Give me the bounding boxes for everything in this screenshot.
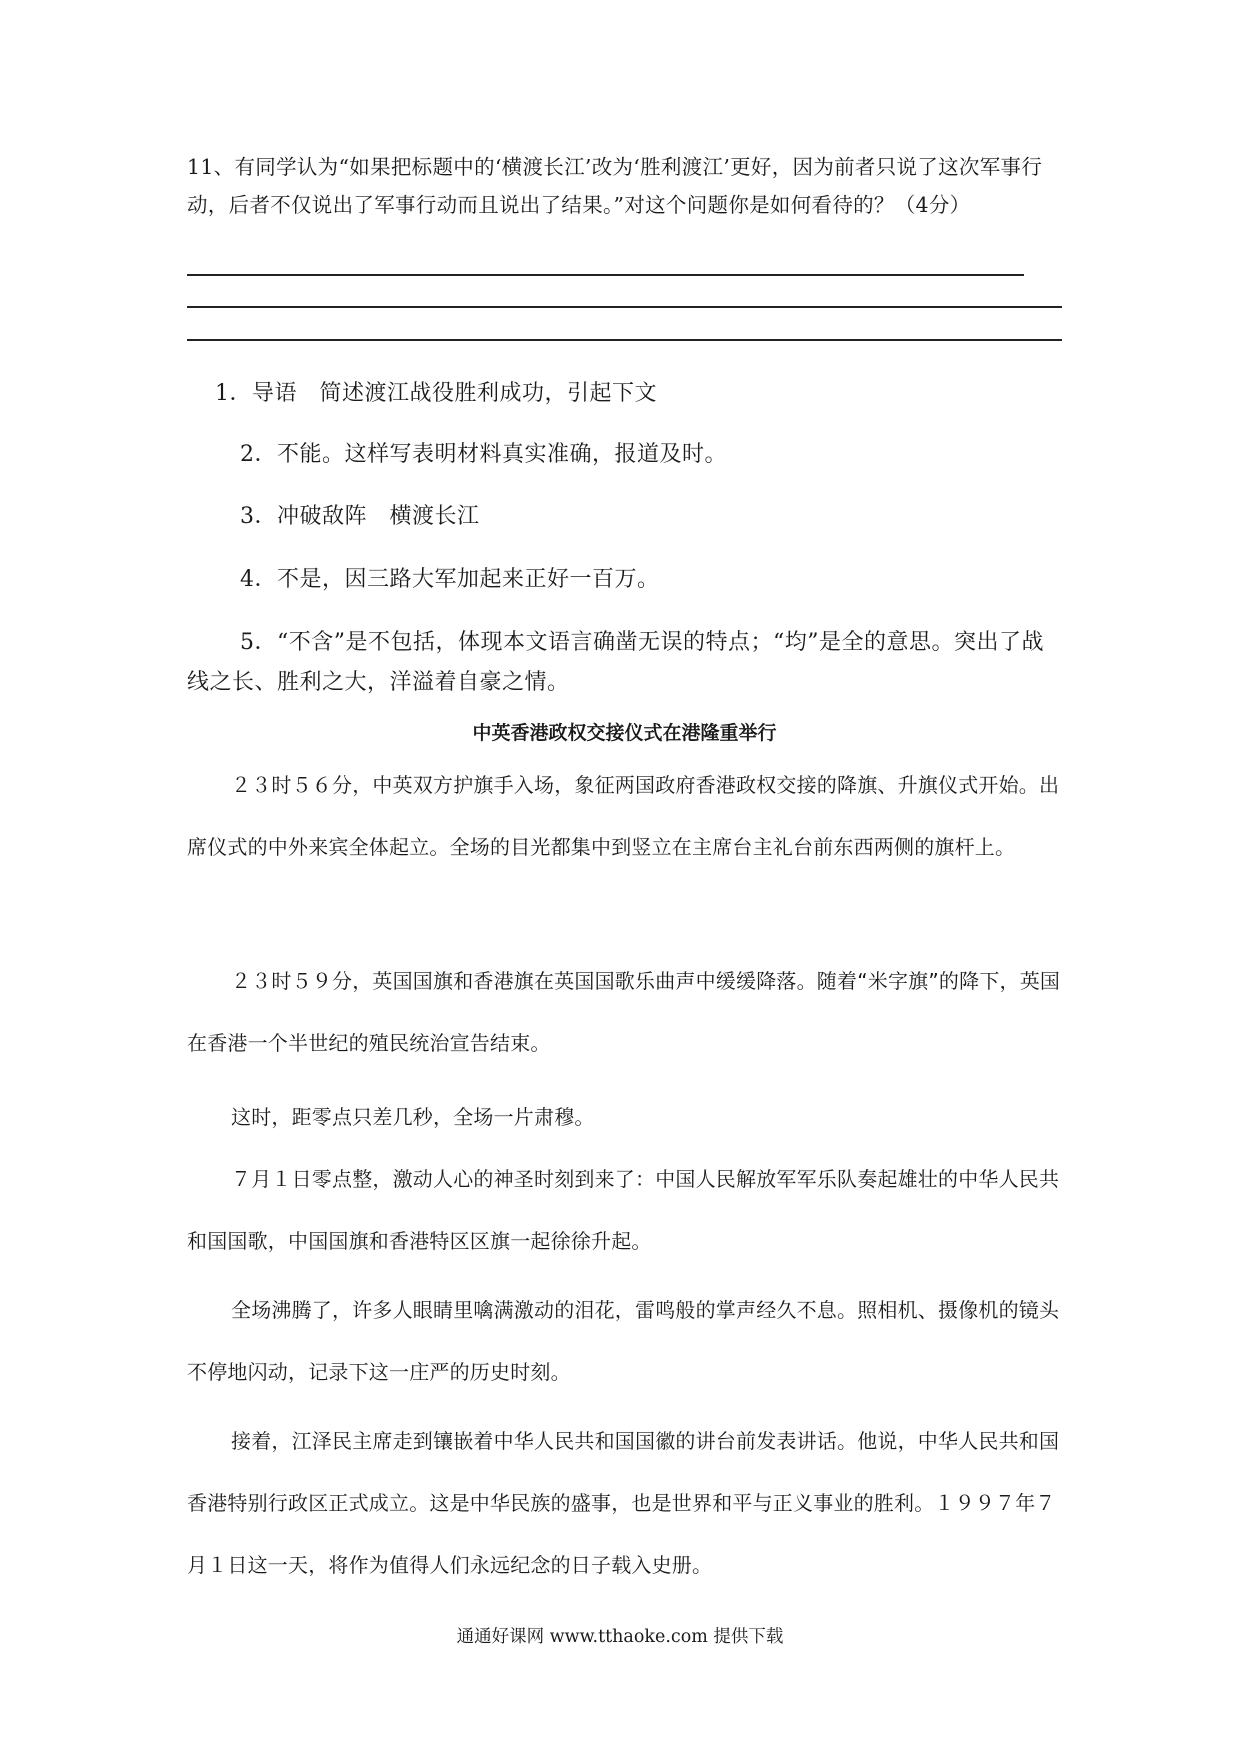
article-paragraph-2: ２３时５９分，英国国旗和香港旗在英国国歌乐曲声中缓缓降落。随着“米字旗”的降下，英国在香港一个半世纪的殖民统治宣告结束。 [187, 969, 1061, 1055]
answer-1: 1．导语 简述渡江战役胜利成功，引起下文 [215, 381, 657, 406]
article-title: 中英香港政权交接仪式在港隆重举行 [472, 722, 777, 744]
article-paragraph-3: 这时，距零点只差几秒，全场一片肃穆。 [231, 1105, 595, 1129]
answer-2: 2．不能。这样写表明材料真实准确，报道及时。 [240, 442, 727, 467]
answer-4: 4．不是，因三路大军加起来正好一百万。 [240, 567, 660, 592]
article-paragraph-1: ２３时５６分，中英双方护旗手入场，象征两国政府香港政权交接的降旗、升旗仪式开始。出席仪式的中外来宾全体起立。全场的目光都集中到竖立在主席台主礼台前东西两侧的旗杆上。 [187, 773, 1060, 859]
answer-5: 5．“不含”是不包括，体现本文语言确凿无误的特点；“均”是全的意思。突出了战线之长、胜利之大，洋溢着自豪之情。 [187, 630, 1044, 695]
answer-line-3 [187, 339, 1062, 341]
article-paragraph-4: ７月１日零点整，激动人心的神圣时刻到来了：中国人民解放军军乐队奏起雄壮的中华人民共和国国歌，中国国旗和香港特区区旗一起徐徐升起。 [187, 1167, 1060, 1253]
question-11: 11、有同学认为“如果把标题中的‘横渡长江’改为‘胜利渡江’更好，因为前者只说了这次军事行动，后者不仅说出了军事行动而且说出了结果。”对这个问题你是如何看待的？（4分） [187, 155, 1043, 217]
answer-line-2 [187, 306, 1062, 308]
answer-line-1 [187, 274, 1024, 276]
footer-credit: 通通好课网 www.tthaoke.com 提供下载 [456, 1627, 784, 1647]
article-paragraph-6: 接着，江泽民主席走到镶嵌着中华人民共和国国徽的讲台前发表讲话。他说，中华人民共和国香港特别行政区正式成立。这是中华民族的盛事，也是世界和平与正义事业的胜利。１９９７年７月１日这一天，将作为值得人们永远纪念的日子载入史册。 [187, 1429, 1060, 1577]
article-paragraph-5: 全场沸腾了，许多人眼睛里噙满激动的泪花，雷鸣般的掌声经久不息。照相机、摄像机的镜头不停地闪动，记录下这一庄严的历史时刻。 [187, 1298, 1060, 1384]
answer-3: 3．冲破敌阵 横渡长江 [240, 504, 480, 529]
